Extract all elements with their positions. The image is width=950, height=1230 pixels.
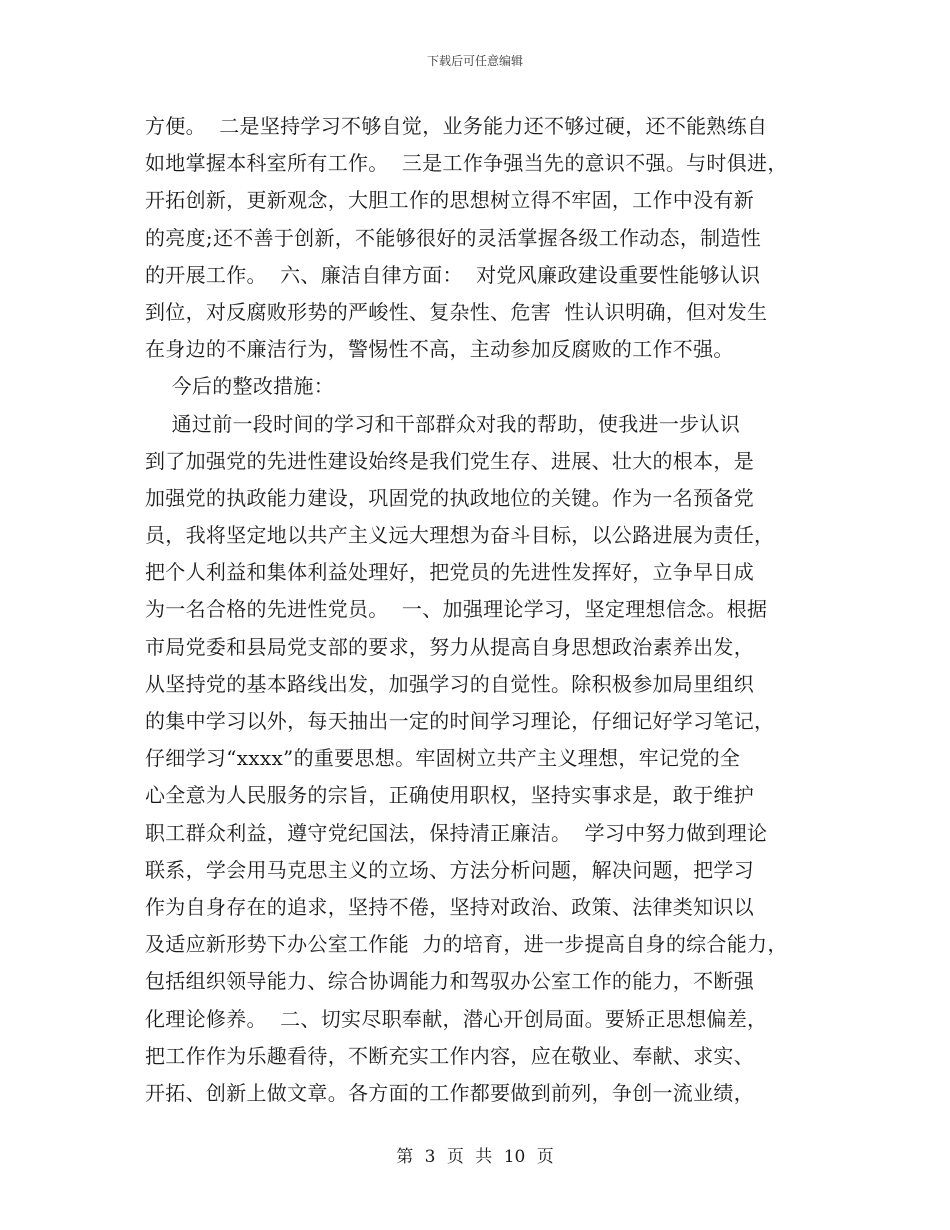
body-line: 从坚持党的基本路线出发，加强学习的自觉性。除积极参加局里组织 [145, 671, 754, 696]
page-header: 下载后可任意编辑 [426, 54, 523, 68]
body-line: 员，我将坚定地以共产主义远大理想为奋斗目标，以公路进展为责任， [145, 523, 775, 548]
body-line: 的亮度;还不善于创新，不能够很好的灵活掌握各级工作动态，制造性 [145, 225, 762, 250]
body-line: 的集中学习以外，每天抽出一定的时间学习理论，仔细记好学习笔记， [145, 709, 775, 733]
body-line: 今后的整改措施： [145, 374, 335, 399]
document-body [145, 108, 825, 1112]
body-line: 把工作作为乐趣看待，不断充实工作内容，应在敬业、奉献、求实、 [145, 1043, 754, 1068]
body-line: 心全意为人民服务的宗旨，正确使用职权，坚持实事求是，敢于维护 [145, 783, 754, 808]
body-line: 开拓、创新上做文章。各方面的工作都要做到前列，争创一流业绩， [145, 1080, 754, 1105]
body-line: 为一名合格的先进性党员。 一、加强理论学习，坚定理想信念。根据 [145, 597, 768, 622]
body-line: 把个人利益和集体利益处理好，把党员的先进性发挥好，立争早日成 [145, 560, 754, 585]
body-line: 及适应新形势下办公室工作能 力的培育，进一步提高自身的综合能力， [145, 932, 788, 957]
body-line: 加强党的执政能力建设，巩固党的执政地位的关键。作为一名预备党 [145, 485, 754, 510]
body-line: 作为自身存在的追求，坚持不倦，坚持对政治、政策、法律类知识以 [145, 894, 754, 919]
body-line: 的开展工作。 六、廉洁自律方面： 对党风廉政建设重要性能够认识 [145, 262, 761, 287]
body-line: 市局党委和县局党支部的要求，努力从提高自身思想政治素养出发， [145, 634, 754, 659]
body-line: 仔细学习“xxxx”的重要思想。牢固树立共产主义理想，牢记党的全 [145, 746, 741, 771]
body-line: 在身边的不廉洁行为，警惕性不高，主动参加反腐败的工作不强。 [145, 337, 734, 362]
body-line: 到位，对反腐败形势的严峻性、复杂性、危害 性认识明确，但对发生 [145, 299, 768, 324]
body-line: 到了加强党的先进性建设始终是我们党生存、进展、壮大的根本，是 [145, 448, 754, 473]
body-line: 职工群众利益，遵守党纪国法，保持清正廉洁。 学习中努力做到理论 [145, 820, 768, 845]
body-line: 方便。 二是坚持学习不够自觉，业务能力还不够过硬，还不能熟练自 [145, 114, 768, 138]
page-number: 第 3 页 共 10 页 [396, 1147, 554, 1167]
body-line: 如地掌握本科室所有工作。 三是工作争强当先的意识不强。与时俱进， [145, 151, 788, 176]
body-line: 包括组织领导能力、综合协调能力和驾驭办公室工作的能力，不断强 [145, 969, 754, 994]
body-line: 开拓创新，更新观念，大胆工作的思想树立得不牢固，工作中没有新 [145, 188, 754, 213]
body-line: 通过前一段时间的学习和干部群众对我的帮助，使我进一步认识 [145, 411, 741, 436]
body-line: 联系，学会用马克思主义的立场、方法分析问题，解决问题，把学习 [145, 857, 754, 882]
body-line: 化理论修养。 二、切实尽职奉献，潜心开创局面。要矫正思想偏差， [145, 1006, 768, 1031]
